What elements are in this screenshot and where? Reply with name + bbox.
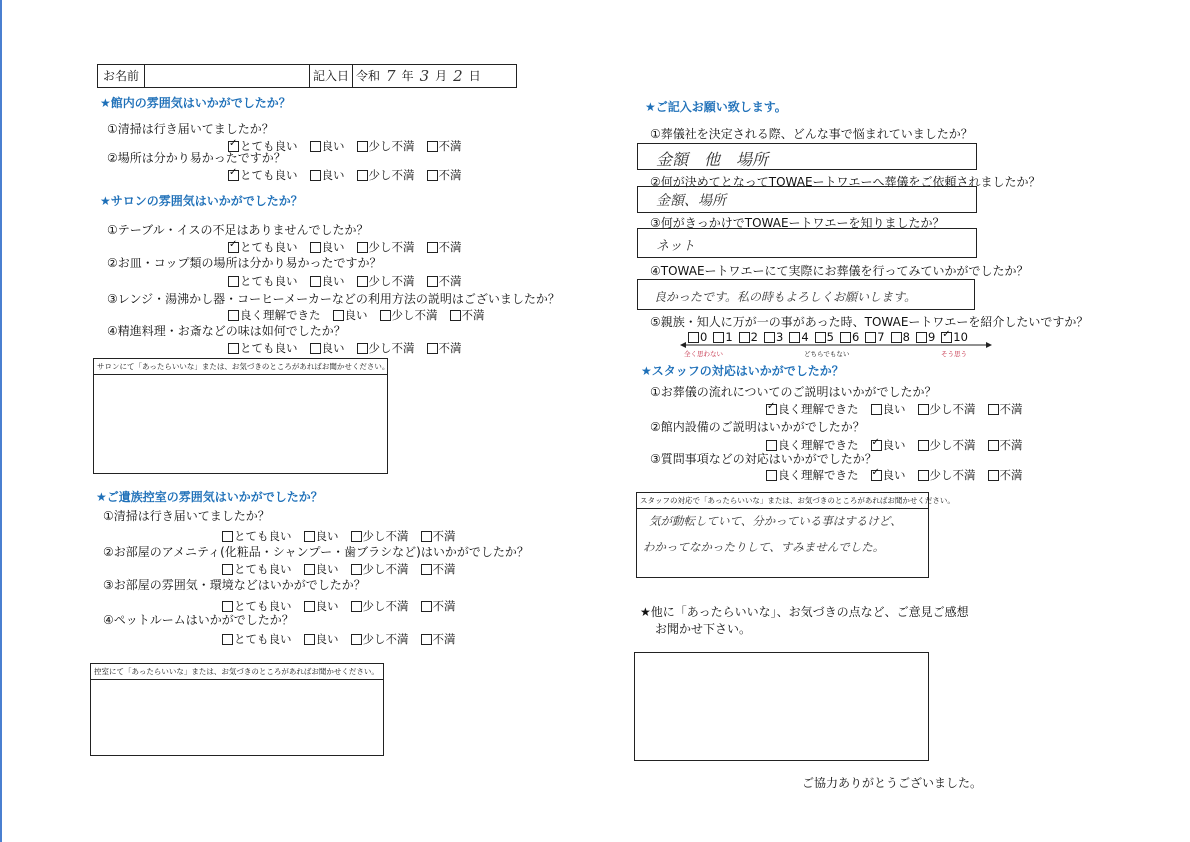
option-label: とても良い	[240, 240, 298, 254]
room-comment-caption: 控室にて「あったらいいな」または、お気づきのところがあればお聞かせください。	[91, 664, 383, 680]
option-label: とても良い	[240, 341, 298, 355]
staff-q1: ①お葬儀の流れについてのご説明はいかがでしたか？	[650, 385, 937, 399]
option-r2q1-1[interactable]	[871, 401, 906, 417]
option-label: とても良い	[234, 529, 292, 543]
request-a3-box[interactable]	[637, 228, 977, 258]
room-q2-options[interactable]	[222, 561, 456, 577]
room-q1: ①清掃は行き届いてましたか？	[103, 509, 270, 523]
scale-number: 10	[953, 330, 968, 344]
option-l2q4-0[interactable]	[228, 340, 298, 356]
option-r2q2-2[interactable]	[918, 437, 976, 453]
salon-q4: ④精進料理・お斎などの味は如何でしたか？	[107, 324, 346, 338]
option-label: 不満	[432, 529, 456, 543]
era: 令和	[356, 69, 381, 83]
option-label: 良く理解できた	[778, 468, 859, 482]
option-label: 不満	[432, 632, 456, 646]
option-l3q3-1[interactable]	[304, 598, 339, 614]
checkbox[interactable]	[357, 242, 368, 253]
option-l3q4-1[interactable]	[304, 631, 339, 647]
request-a3: ネット	[656, 239, 696, 254]
staff-q1-options[interactable]	[766, 401, 1023, 417]
request-q3: ③何がきっかけでTOWAEートワエーを知りましたか？	[650, 216, 945, 230]
option-label: 不満	[999, 402, 1023, 416]
option-label: 良い	[315, 599, 339, 613]
option-r2q1-2[interactable]	[918, 401, 976, 417]
room-q2: ②お部屋のアメニティ(化粧品・シャンプー・歯ブラシなど)はいかがでしたか？	[103, 545, 529, 559]
option-r2q3-0[interactable]	[766, 467, 859, 483]
option-l3q1-1[interactable]	[304, 528, 339, 544]
request-q4: ④TOWAEートワエーにて実際にお葬儀を行ってみていかがでしたか？	[650, 264, 1029, 278]
option-l1q2-1[interactable]	[310, 167, 345, 183]
checkbox[interactable]	[357, 141, 368, 152]
hall-q1: ①清掃は行き届いてましたか？	[107, 122, 274, 136]
hall-q2: ②場所は分かり易かったですか？	[107, 151, 286, 165]
request-q1: ①葬儀社を決定される際、どんな事で悩まれていましたか？	[650, 127, 973, 141]
option-label: とても良い	[240, 139, 298, 153]
day-unit: 日	[468, 69, 481, 83]
checkbox[interactable]	[450, 310, 461, 321]
option-label: 少し不満	[368, 168, 415, 182]
option-label: 良い	[321, 240, 345, 254]
year-value: 7	[386, 67, 396, 85]
checkbox[interactable]	[871, 470, 882, 481]
option-l3q2-3[interactable]	[421, 561, 456, 577]
option-l3q4-0[interactable]	[222, 631, 292, 647]
checkbox[interactable]	[766, 440, 777, 451]
option-l2q2-1[interactable]	[310, 273, 345, 289]
option-label: 少し不満	[362, 599, 409, 613]
option-l2q3-2[interactable]	[380, 307, 438, 323]
staff-comment-line1: 気が動転していて、分かっている事はするけど、	[649, 514, 902, 528]
room-q1-options[interactable]	[222, 528, 456, 544]
checkbox[interactable]	[222, 601, 233, 612]
checkbox[interactable]	[310, 242, 321, 253]
checkbox[interactable]	[421, 634, 432, 645]
option-label: 不満	[438, 240, 462, 254]
request-q5: ⑤親族・知人に万が一の事があった時、TOWAEートワエーを紹介したいですか？	[650, 315, 1089, 329]
option-label: 不満	[438, 341, 462, 355]
checkbox[interactable]	[427, 170, 438, 181]
room-q4: ④ペットルームはいかがでしたか？	[103, 613, 294, 627]
option-label: 不満	[461, 308, 485, 322]
name-label: お名前	[98, 65, 145, 87]
checkbox[interactable]	[427, 242, 438, 253]
option-label: 少し不満	[362, 529, 409, 543]
scale-number: 5	[826, 330, 834, 344]
checkbox[interactable]	[766, 470, 777, 481]
checkbox[interactable]	[871, 404, 882, 415]
checkbox[interactable]	[310, 276, 321, 287]
option-label: 不満	[999, 438, 1023, 452]
option-label: 不満	[432, 562, 456, 576]
option-r2q3-2[interactable]	[918, 467, 976, 483]
checkbox[interactable]	[918, 470, 929, 481]
option-r2q3-3[interactable]	[988, 467, 1023, 483]
room-comment-box[interactable]	[90, 663, 384, 756]
request-a2-box[interactable]	[637, 186, 977, 213]
scale-number: 6	[851, 330, 860, 344]
option-label: 不満	[438, 139, 462, 153]
checkbox[interactable]	[380, 310, 391, 321]
checkbox[interactable]	[357, 343, 368, 354]
option-l3q3-3[interactable]	[421, 598, 456, 614]
option-r2q3-1[interactable]	[871, 467, 906, 483]
date-field[interactable]	[356, 65, 481, 87]
checkbox[interactable]	[421, 564, 432, 575]
scale-mid-label: どちらでもない	[804, 350, 850, 358]
scale-arrow	[680, 341, 992, 349]
option-l1q1-2[interactable]	[357, 138, 415, 154]
salon-q4-options[interactable]	[228, 340, 462, 356]
salon-q3: ③レンジ・湯沸かし器・コーヒーメーカーなどの利用方法の説明はございましたか？	[107, 292, 560, 306]
option-l2q3-3[interactable]	[450, 307, 485, 323]
option-label: 良い	[882, 438, 906, 452]
checkbox[interactable]	[310, 343, 321, 354]
option-label: とても良い	[234, 632, 292, 646]
checkbox[interactable]	[310, 141, 321, 152]
salon-q2-options[interactable]	[228, 273, 462, 289]
scale-number: 8	[902, 330, 910, 344]
option-label: とても良い	[234, 562, 292, 576]
other-comments-line2: お聞かせ下さい。	[655, 622, 752, 636]
option-label: 少し不満	[362, 562, 409, 576]
scan-edge	[0, 0, 2, 842]
day-value: 2	[453, 67, 463, 85]
section-request-title: ★ご記入お願い致します。	[645, 100, 787, 114]
option-l2q2-0[interactable]	[228, 273, 298, 289]
option-label: 少し不満	[368, 274, 415, 288]
checkbox[interactable]	[427, 343, 438, 354]
option-l2q4-2[interactable]	[357, 340, 415, 356]
option-l2q2-2[interactable]	[357, 273, 415, 289]
checkbox[interactable]	[988, 470, 999, 481]
request-a1: 金額 他 場所	[656, 150, 769, 169]
option-label: とても良い	[240, 168, 298, 182]
checkbox[interactable]	[228, 276, 239, 287]
option-l3q1-0[interactable]	[222, 528, 292, 544]
option-l3q2-1[interactable]	[304, 561, 339, 577]
checkbox[interactable]	[304, 601, 315, 612]
checkbox[interactable]	[357, 170, 368, 181]
checkbox[interactable]	[918, 440, 929, 451]
option-l3q1-2[interactable]	[351, 528, 409, 544]
staff-q3-options[interactable]	[766, 467, 1023, 483]
option-label: 良く理解できた	[778, 438, 859, 452]
other-comments-box[interactable]	[634, 652, 929, 761]
checkbox[interactable]	[988, 404, 999, 415]
option-label: 不満	[432, 599, 456, 613]
option-label: 不満	[438, 274, 462, 288]
option-label: とても良い	[234, 599, 292, 613]
option-l2q1-1[interactable]	[310, 239, 345, 255]
option-label: 良い	[315, 529, 339, 543]
option-label: 良い	[344, 308, 368, 322]
option-l1q1-1[interactable]	[310, 138, 345, 154]
option-r2q1-3[interactable]	[988, 401, 1023, 417]
date-label: 記入日	[309, 65, 353, 87]
request-a1-box[interactable]	[637, 143, 977, 170]
checkbox[interactable]	[421, 531, 432, 542]
staff-comment-line2: わかってなかったりして、すみませんでした。	[643, 540, 885, 554]
option-label: 良い	[882, 468, 906, 482]
salon-comment-box[interactable]	[93, 358, 388, 474]
salon-comment-caption: サロンにて「あったらいいな」または、お気づきのところがあればお聞かせください。	[94, 359, 387, 375]
option-label: 良く理解できた	[240, 308, 321, 322]
option-l1q2-2[interactable]	[357, 167, 415, 183]
option-label: 良い	[315, 562, 339, 576]
year-unit: 年	[401, 69, 414, 83]
checkbox[interactable]	[351, 564, 362, 575]
salon-q1-options[interactable]	[228, 239, 462, 255]
month-unit: 月	[435, 69, 448, 83]
option-label: 良い	[321, 274, 345, 288]
option-label: 少し不満	[391, 308, 438, 322]
staff-comment-box[interactable]	[636, 492, 955, 578]
option-label: 少し不満	[362, 632, 409, 646]
checkbox[interactable]	[304, 564, 315, 575]
checkbox[interactable]	[427, 141, 438, 152]
option-label: 良い	[882, 402, 906, 416]
scale-low-label: 全く思わない	[684, 350, 723, 358]
option-label: 少し不満	[929, 468, 976, 482]
option-l2q2-3[interactable]	[427, 273, 462, 289]
checkbox[interactable]	[357, 276, 368, 287]
header-box	[97, 64, 517, 88]
option-l2q4-3[interactable]	[427, 340, 462, 356]
option-l3q3-2[interactable]	[351, 598, 409, 614]
scale-number: 7	[877, 330, 885, 344]
option-r2q2-3[interactable]	[988, 437, 1023, 453]
option-l3q4-2[interactable]	[351, 631, 409, 647]
staff-q3: ③質問事項などの対応はいかがでしたか？	[650, 452, 877, 466]
option-l2q1-2[interactable]	[357, 239, 415, 255]
option-l3q1-3[interactable]	[421, 528, 456, 544]
option-l2q3-0[interactable]	[228, 307, 321, 323]
option-label: 良い	[321, 139, 345, 153]
checkbox[interactable]	[421, 601, 432, 612]
checkbox[interactable]	[333, 310, 344, 321]
request-a4: 良かったです。私の時もよろしくお願いします。	[654, 290, 917, 304]
option-l1q1-3[interactable]	[427, 138, 462, 154]
checkbox[interactable]	[222, 564, 233, 575]
section-family-room-title: ★ご遺族控室の雰囲気はいかがでしたか？	[96, 490, 323, 504]
staff-comment-caption: スタッフの対応で「あったらいいな」または、お気づきのところがあればお聞かせください。	[637, 493, 928, 509]
option-label: とても良い	[240, 274, 298, 288]
option-l3q4-3[interactable]	[421, 631, 456, 647]
checkbox[interactable]	[228, 343, 239, 354]
checkbox[interactable]	[228, 170, 239, 181]
checkbox[interactable]	[918, 404, 929, 415]
option-label: 少し不満	[368, 341, 415, 355]
option-l2q3-1[interactable]	[333, 307, 368, 323]
request-q2: ②何が決めてとなってTOWAEートワエーへ葬儀をご依頼されましたか？	[650, 175, 1041, 189]
option-label: 少し不満	[929, 438, 976, 452]
checkbox[interactable]	[228, 310, 239, 321]
option-l2q1-3[interactable]	[427, 239, 462, 255]
checkbox[interactable]	[351, 601, 362, 612]
checkbox[interactable]	[427, 276, 438, 287]
option-label: 少し不満	[929, 402, 976, 416]
checkbox[interactable]	[228, 242, 239, 253]
checkbox[interactable]	[351, 531, 362, 542]
staff-q2: ②館内設備のご説明はいかがでしたか？	[650, 420, 865, 434]
option-label: 不満	[438, 168, 462, 182]
option-l3q2-2[interactable]	[351, 561, 409, 577]
scale-number: 3	[775, 330, 784, 344]
option-l2q4-1[interactable]	[310, 340, 345, 356]
room-q4-options[interactable]	[222, 631, 456, 647]
option-label: 良く理解できた	[778, 402, 859, 416]
request-a4-box[interactable]	[637, 279, 975, 310]
checkbox[interactable]	[351, 634, 362, 645]
option-label: 少し不満	[368, 240, 415, 254]
option-label: 少し不満	[368, 139, 415, 153]
salon-q3-options[interactable]	[228, 307, 485, 323]
month-value: 3	[419, 67, 430, 85]
hall-q2-options[interactable]	[228, 167, 462, 183]
checkbox[interactable]	[222, 634, 233, 645]
salon-q1: ①テーブル・イスの不足はありませんでしたか？	[107, 223, 369, 237]
section-staff-title: ★スタッフの対応はいかがでしたか？	[641, 364, 844, 378]
other-comments-line1: ★他に「あったらいいな」、お気づきの点など、ご意見ご感想	[640, 605, 969, 619]
request-a2: 金額、場所	[656, 193, 726, 209]
option-label: 良い	[315, 632, 339, 646]
thanks-text: ご協力ありがとうございました。	[802, 776, 983, 790]
option-l3q2-0[interactable]	[222, 561, 292, 577]
option-l2q1-0[interactable]	[228, 239, 298, 255]
checkbox[interactable]	[304, 531, 315, 542]
checkbox[interactable]	[222, 531, 233, 542]
scale-number: 4	[801, 330, 809, 344]
checkbox[interactable]	[988, 440, 999, 451]
section-salon-title: ★サロンの雰囲気はいかがでしたか？	[100, 194, 303, 208]
checkbox[interactable]	[766, 404, 777, 415]
section-hall-title: ★館内の雰囲気はいかがでしたか？	[100, 96, 291, 110]
option-label: 不満	[999, 468, 1023, 482]
option-r2q1-0[interactable]	[766, 401, 859, 417]
scale-number: 9	[927, 330, 936, 344]
scale-number: 1	[725, 330, 733, 344]
checkbox[interactable]	[310, 170, 321, 181]
checkbox[interactable]	[304, 634, 315, 645]
option-l1q2-0[interactable]	[228, 167, 298, 183]
checkbox[interactable]	[871, 440, 882, 451]
option-l1q2-3[interactable]	[427, 167, 462, 183]
name-field[interactable]	[144, 65, 309, 87]
scale-number: 2	[750, 330, 758, 344]
scale-high-label: そう思う	[941, 350, 967, 358]
salon-q2: ②お皿・コップ類の場所は分かり易かったですか？	[107, 256, 382, 270]
option-label: 良い	[321, 341, 345, 355]
scale-number: 0	[700, 330, 708, 344]
room-q3: ③お部屋の雰囲気・環境などはいかがでしたか？	[103, 578, 366, 592]
option-label: 良い	[321, 168, 345, 182]
